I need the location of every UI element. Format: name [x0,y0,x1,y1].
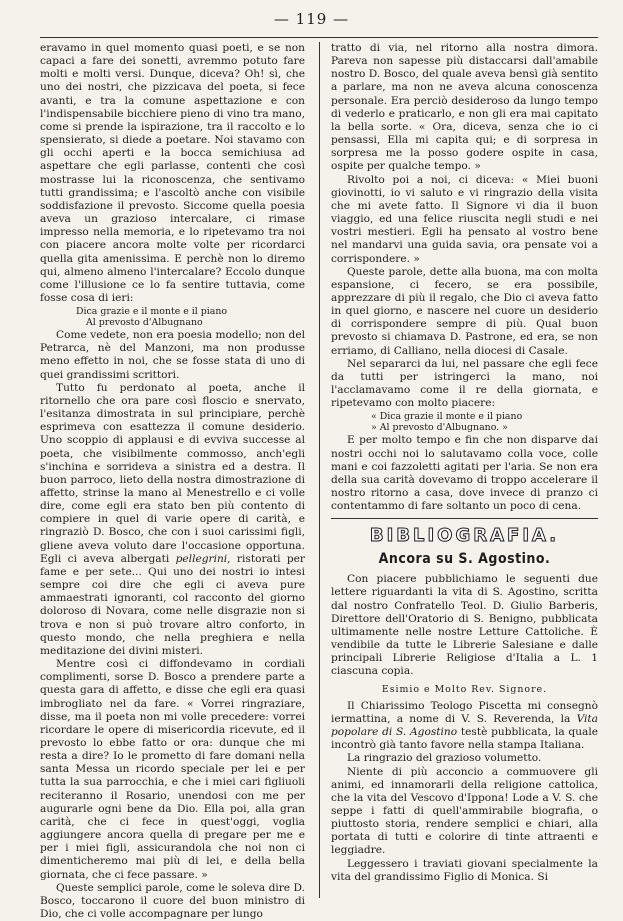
verse [371,411,598,433]
paragraph: Tutto fu perdonato al poeta, anche il ritornello che ora pare così floscio e snervato, l'esitanza dimostrata in sul principiare, perchè esprimeva con esattezza il comune desiderio. Uno scoppio di applausi e di evviva successe al poeta, che visibilmente commosso, anch'egli s'inchina e sorrideva a sinistra ed a destra. Il buon parroco, lieto della nostra dimostrazione di affetto, strinse la mano al Menestrello e ci volle dire, come egli era stato ben più contento di compiere in quel di varie opere di carità, e ringraziò D. Bosco, che con i suoi carissimi figli, gliene aveva voluto dare l'occasione opportuna. Egli ci aveva albergati pellegrini, ristorati per fame e per sete... Qui uno dei nostri io intesi sempre coi dire che egli ci aveva pure ammaestrati ignoranti, col racconto del giorno doloroso di Novara, come nelle disgrazie non si trova e non si può trovare altro conforto, in questo mondo, che nella preghiera e nella meditazione dei divini misteri. [40,381,305,657]
salutation: Esimio e Molto Rev. Signore. [381,683,548,695]
page-number: — 119 — [273,10,350,28]
paragraph: Come vedete, non era poesia modello; non del Petrarca, nè del Manzoni, ma non produsse meno effetto in noi, che se fosse stata di uno di quei grandissimi scrittori. [40,329,305,381]
column-divider [319,42,320,898]
paragraph: Nel separarci da lui, nel passare che egli fece da tutti per istringerci la mano, noi l'acclamavamo come il re della giornata, e ripetevamo con molto piacere: [331,357,598,410]
italic-text: pellegrini [175,552,228,565]
header-rule [40,37,598,38]
paragraph: tratto di via, nel ritorno alla nostra dimora. Pareva non sapesse più distaccarsi dall'amabile nostro D. Bosco, del quale aveva bensì già sentito a parlare, ma non ne aveva alcuna conoscenza personale. Era perciò desideroso da lungo tempo di vederlo e praticarlo, e non gli era mai capitato la bella sorte. « Ora, diceva, senza che io ci pensassi, Ella mi capita qui; e di sorpresa in sorpresa me la posso godere ospite in casa, ospite per qualche tempo. » [331,42,598,173]
paragraph: Rivolto poi a noi, ci diceva: « Miei buoni giovinotti, io vi saluto e vi ringrazio della visita che mi avete fatto. Il Signore vi dia il buon viaggio, ed una felice riuscita negli studi e nei vostri mestieri. Egli ha pensato al vostro bene nel mandarvi una guida savia, ora pensate voi a corrispondere. » [331,173,598,265]
verse-line: « Dica grazie il monte e il piano [371,411,523,423]
left-column [40,42,305,921]
verse [76,306,305,328]
paragraph: Mentre così ci diffondevamo in cordiali complimenti, sorse D. Bosco a prendere parte a questa gara di affetto, e disse che egli era quasi imbrogliato nel da fare. « Vorrei ringraziare, disse, ma il poeta non mi volle precedere: vorrei ricordare le opere di misericordia ricevute, ed il prevosto lo ebbe fatto or ora: dunque che mi resta a dire? Io le prometto di fare domani nella santa Messa un ricordo speciale per lei e per tutta la sua parrocchia, e che i miei cari figliuoli reciteranno il Rosario, unendosi con me per augurarle ogni bene da Dio. Ella poi, alla gran carità, che ci fece in quest'oggi, voglia aggiungere ancora quella di pregare per me e per i miei figli, assicurandola che noi non ci dimenticheremo mai più di lei, e della bella giornata, che ci fece passare. » [40,658,305,881]
paragraph: Con piacere pubblichiamo le seguenti due lettere riguardanti la vita di S. Agostino, scritta dal nostro Confratello Teol. D. Giulio Barberis, Direttore dell'Oratorio di S. Benigno, pubblicata ultimamente nelle nostre Letture Cattoliche. È vendibile da tutte le Librerie Salesiane e dalle principali Librerie Religiose d'Italia a L. 1 ciascuna copia. [331,573,598,678]
paragraph: Leggessero i traviati giovani specialmente la vita del grandissimo Figlio di Monica. Si [331,857,598,883]
paragraph: Il Chiarissimo Teologo Piscetta mi consegnò iermattina, a nome di V. S. Reverenda, la Vita popolare di S. Agostino testè pubblicata, la quale incontrò già tanto favore nella stampa Italiana. [331,699,598,752]
right-column [331,42,598,884]
italic-text: Vita popolare di S. Agostino [331,712,598,739]
paragraph: Queste semplici parole, come le soleva dire D. Bosco, toccarono il cuore del buon ministro di Dio, che ci volle accompagnare per lungo [40,881,305,920]
section-subtitle: Ancora su S. Agostino. [378,551,551,568]
paragraph: La ringrazio del grazioso volumetto. [347,752,542,765]
paragraph: E per molto tempo e fin che non disparve dai nostri occhi noi lo salutavamo colla voce, colle mani e coi fazzoletti agitati per l'aria. Se non era della sua carità dovevamo di troppo accelerare il nostro ritorno a casa, dove invece di pranzo ci contentammo di fare soltanto un poco di cena. [331,434,598,513]
paragraph: eravamo in quel momento quasi poeti, e se non capaci a fare dei sonetti, avremmo potuto fare molti e molti versi. Dunque, diceva? Oh! sì, che uno dei nostri, che pizzicava del poeta, si fece avanti, e tra la comune aspettazione e con l'indispensabile bicchiere pieno di vino tra mano, come si prende la ispirazione, tra il raccolto e lo spensierato, si diede a poetare. Noi stavamo con gli occhi aperti e la bocca semichiusa ad aspettare che egli parlasse, contenti che così mostrasse lui la riconoscenza, che sentivamo tutti grandissima; e l'ascoltò anche con visibile soddisfazione il prevosto. Siccome quella poesia aveva un grazioso intercalare, ci rimase impresso nella memoria, e lo ripetevamo tra noi con piacere ancora molte volte per ricordarci quella gita amenissima. E perchè non lo diremo qui, almeno almeno l'intercalare? Eccolo dunque come l'illusione ce lo fa sentire tuttavia, come fosse cosa di ieri: [40,42,305,304]
paragraph: Queste parole, dette alla buona, ma con molta espansione, ci fecero, se era possibile, apprezzare di più il regalo, che Dio ci aveva fatto in quel giorno, e nascere nel cuore un desiderio di corrispondere sempre di più. Qual buon prevosto si chiamava D. Pastrone, ed era, se non erriamo, di Calliano, nella diocesi di Casale. [331,265,598,357]
verse-line: Al prevosto d'Albugnano [86,317,203,329]
section-rule [331,518,598,519]
paragraph: Niente di più acconcio a commuovere gli animi, ed innamorarli della religione cattolica, che la vita del Vescovo d'Ippona! Lode a V. S. che seppe i fatti di quell'ammirabile biografia, o piuttosto storia, rendere semplici e chiari, alla portata di tutti e colorire di tinte attraenti e leggiadre. [331,765,598,857]
verse-line: » Al prevosto d'Albugnano. » [371,422,508,434]
verse-line: Dica grazie e il monte e il piano [76,306,228,318]
section-title: BIBLIOGRAFIA. [369,525,560,547]
